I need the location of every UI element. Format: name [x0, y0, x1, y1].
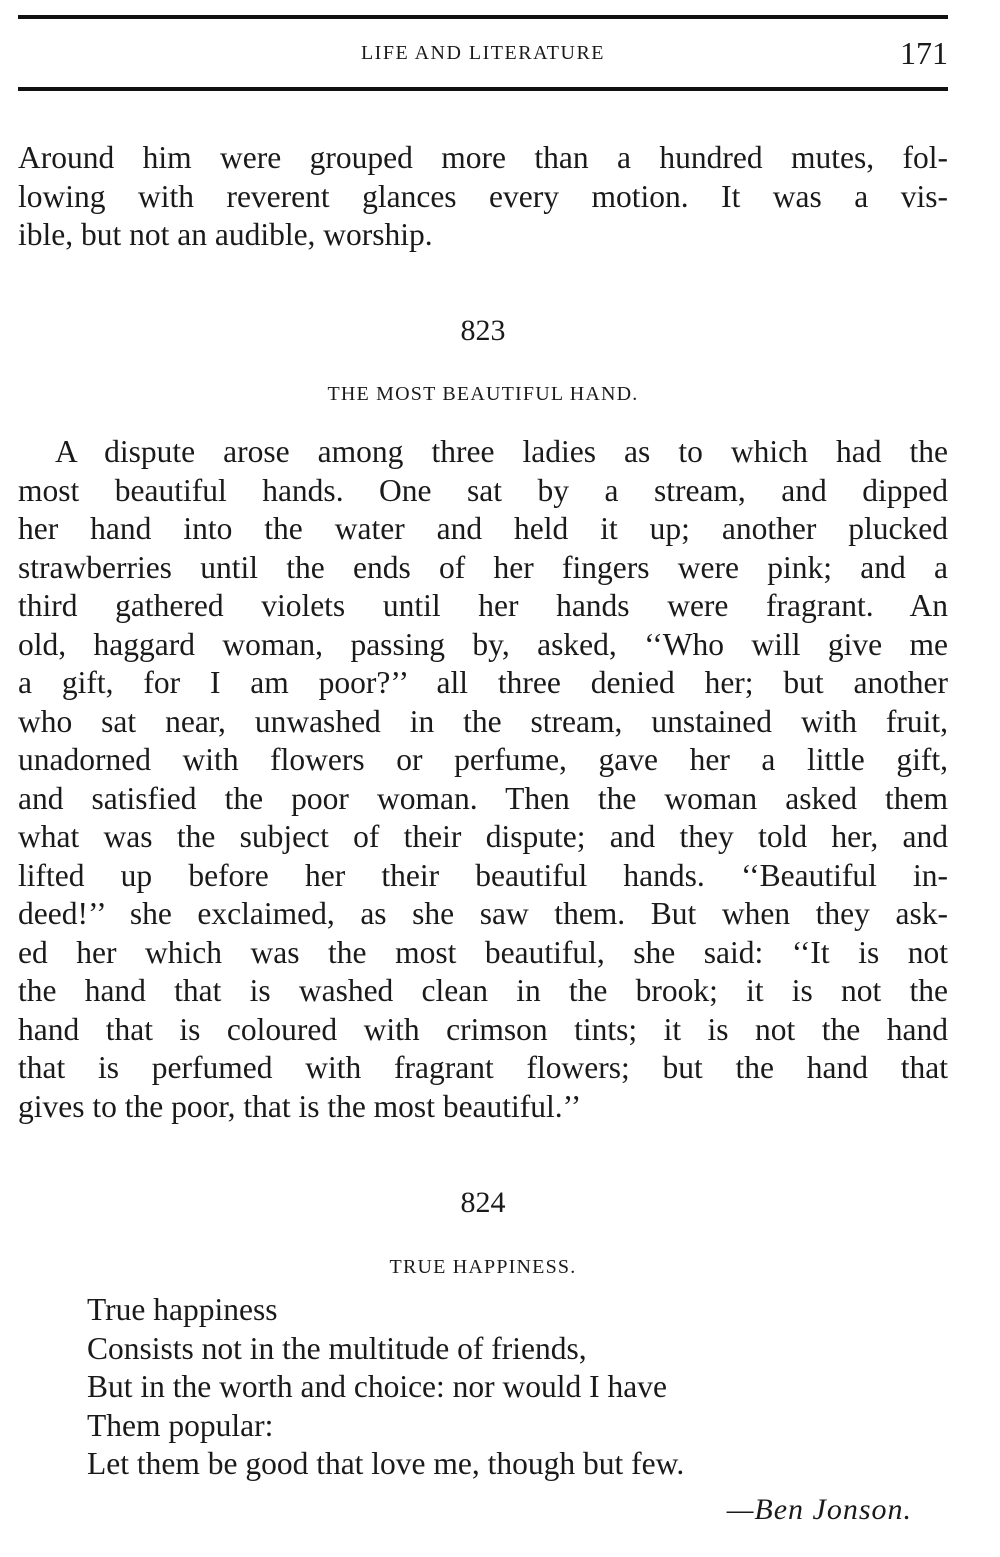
- text-line: strawberries until the ends of her fingers were pink; and a: [18, 549, 948, 585]
- text-line: third gathered violets until her hands were fragrant. An: [18, 588, 948, 623]
- text-line: old, haggard woman, passing by, asked, ‘‘Who will give me: [18, 626, 948, 662]
- header-top-rule: [18, 15, 948, 19]
- article-number: 824: [460, 1186, 506, 1219]
- poem-line: Them popular:: [87, 1407, 274, 1443]
- text-line: ed her which was the most beautiful, she said: ‘‘It is not: [18, 934, 948, 970]
- page-number: 171: [900, 35, 948, 71]
- text-line: who sat near, unwashed in the stream, unstained with fruit,: [18, 703, 948, 739]
- text-line: gives to the poor, that is the most beautiful.’’: [18, 1088, 582, 1124]
- header-bottom-rule: [18, 87, 948, 91]
- article-number: 823: [460, 314, 506, 347]
- poem-line: Consists not in the multitude of friends,: [87, 1330, 587, 1366]
- text-line: deed!’’ she exclaimed, as she saw them. But when they ask-: [18, 896, 948, 931]
- running-title: LIFE AND LITERATURE: [360, 42, 606, 64]
- poem-attribution: —Ben Jonson.: [726, 1493, 912, 1526]
- text-line: lifted up before her their beautiful hands. ‘‘Beautiful in-: [18, 857, 948, 893]
- text-line: what was the subject of their dispute; and they told her, and: [18, 819, 948, 854]
- text-line: ible, but not an audible, worship.: [18, 217, 433, 252]
- poem: [87, 1291, 887, 1484]
- running-head: [18, 35, 948, 72]
- text-line: a gift, for I am poor?’’ all three denied her; but another: [18, 665, 948, 700]
- text-line: most beautiful hands. One sat by a stream, and dipped: [18, 472, 948, 508]
- article-title: THE MOST BEAUTIFUL HAND.: [327, 383, 639, 405]
- text-line: the hand that is washed clean in the brook; it is not the: [18, 973, 948, 1008]
- text-line: her hand into the water and held it up; another plucked: [18, 511, 948, 546]
- text-line: Around him were grouped more than a hundred mutes, fol-: [18, 140, 948, 175]
- article-title: TRUE HAPPINESS.: [389, 1256, 577, 1278]
- poem-line: But in the worth and choice: nor would I have: [87, 1369, 667, 1404]
- poem-line: True happiness: [87, 1292, 278, 1327]
- opening-paragraph: [18, 139, 948, 255]
- text-line: lowing with reverent glances every motion. It was a vis-: [18, 178, 948, 214]
- text-line: hand that is coloured with crimson tints; it is not the hand: [18, 1011, 948, 1047]
- poem-line: Let them be good that love me, though but few.: [87, 1446, 685, 1481]
- article-823-paragraph: [18, 433, 948, 1126]
- text-line: and satisfied the poor woman. Then the woman asked them: [18, 780, 948, 816]
- text-line: A dispute arose among three ladies as to which had the: [55, 434, 948, 469]
- text-line: that is perfumed with fragrant flowers; but the hand that: [18, 1050, 948, 1085]
- text-line: unadorned with flowers or perfume, gave her a little gift,: [18, 742, 948, 777]
